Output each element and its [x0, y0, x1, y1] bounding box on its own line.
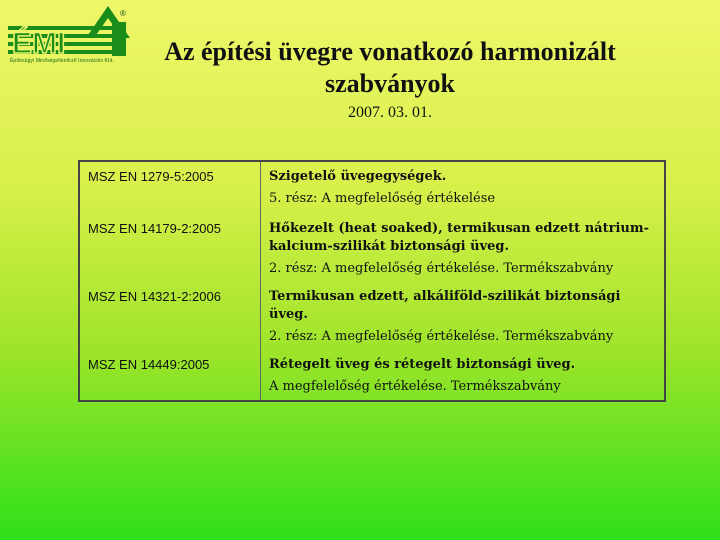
standard-part: 2. rész: A megfelelőség értékelése. Termékszabvány: [269, 329, 614, 344]
svg-text:ÉMI: ÉMI: [12, 27, 66, 60]
table-row: [79, 282, 665, 350]
standard-part: 5. rész: A megfelelőség értékelése: [269, 191, 496, 206]
standard-title: Hőkezelt (heat soaked), termikusan edzett nátrium-kalcium-szilikát biztonsági üveg.: [269, 221, 649, 254]
standard-title: Szigetelő üvegegységek.: [269, 169, 447, 184]
standard-part: A megfelelőség értékelése. Termékszabvány: [269, 379, 561, 394]
logo-caption: Építésügyi Minőségellenőrző Innovációs Kht.: [10, 58, 114, 64]
table-row: [79, 214, 665, 282]
standard-description: [261, 161, 666, 214]
svg-text:®: ®: [120, 9, 126, 18]
standards-table: [78, 160, 666, 402]
page-title: Az építési üvegre vonatkozó harmonizált szabványok: [164, 37, 616, 98]
table-row: [79, 161, 665, 214]
standard-title: Termikusan edzett, alkáliföld-szilikát biztonsági üveg.: [269, 289, 621, 322]
standard-description: [261, 350, 666, 401]
standard-code: MSZ EN 1279-5:2005: [79, 161, 261, 214]
standard-part: 2. rész: A megfelelőség értékelése. Termékszabvány: [269, 261, 614, 276]
standard-description: [261, 214, 666, 282]
standard-code: MSZ EN 14449:2005: [79, 350, 261, 401]
table-row: [79, 350, 665, 401]
standard-description: [261, 282, 666, 350]
date: 2007. 03. 01.: [348, 104, 432, 121]
standard-code: MSZ EN 14321-2:2006: [79, 282, 261, 350]
standard-code: MSZ EN 14179-2:2005: [79, 214, 261, 282]
standard-title: Rétegelt üveg és rétegelt biztonsági üveg.: [269, 357, 576, 372]
